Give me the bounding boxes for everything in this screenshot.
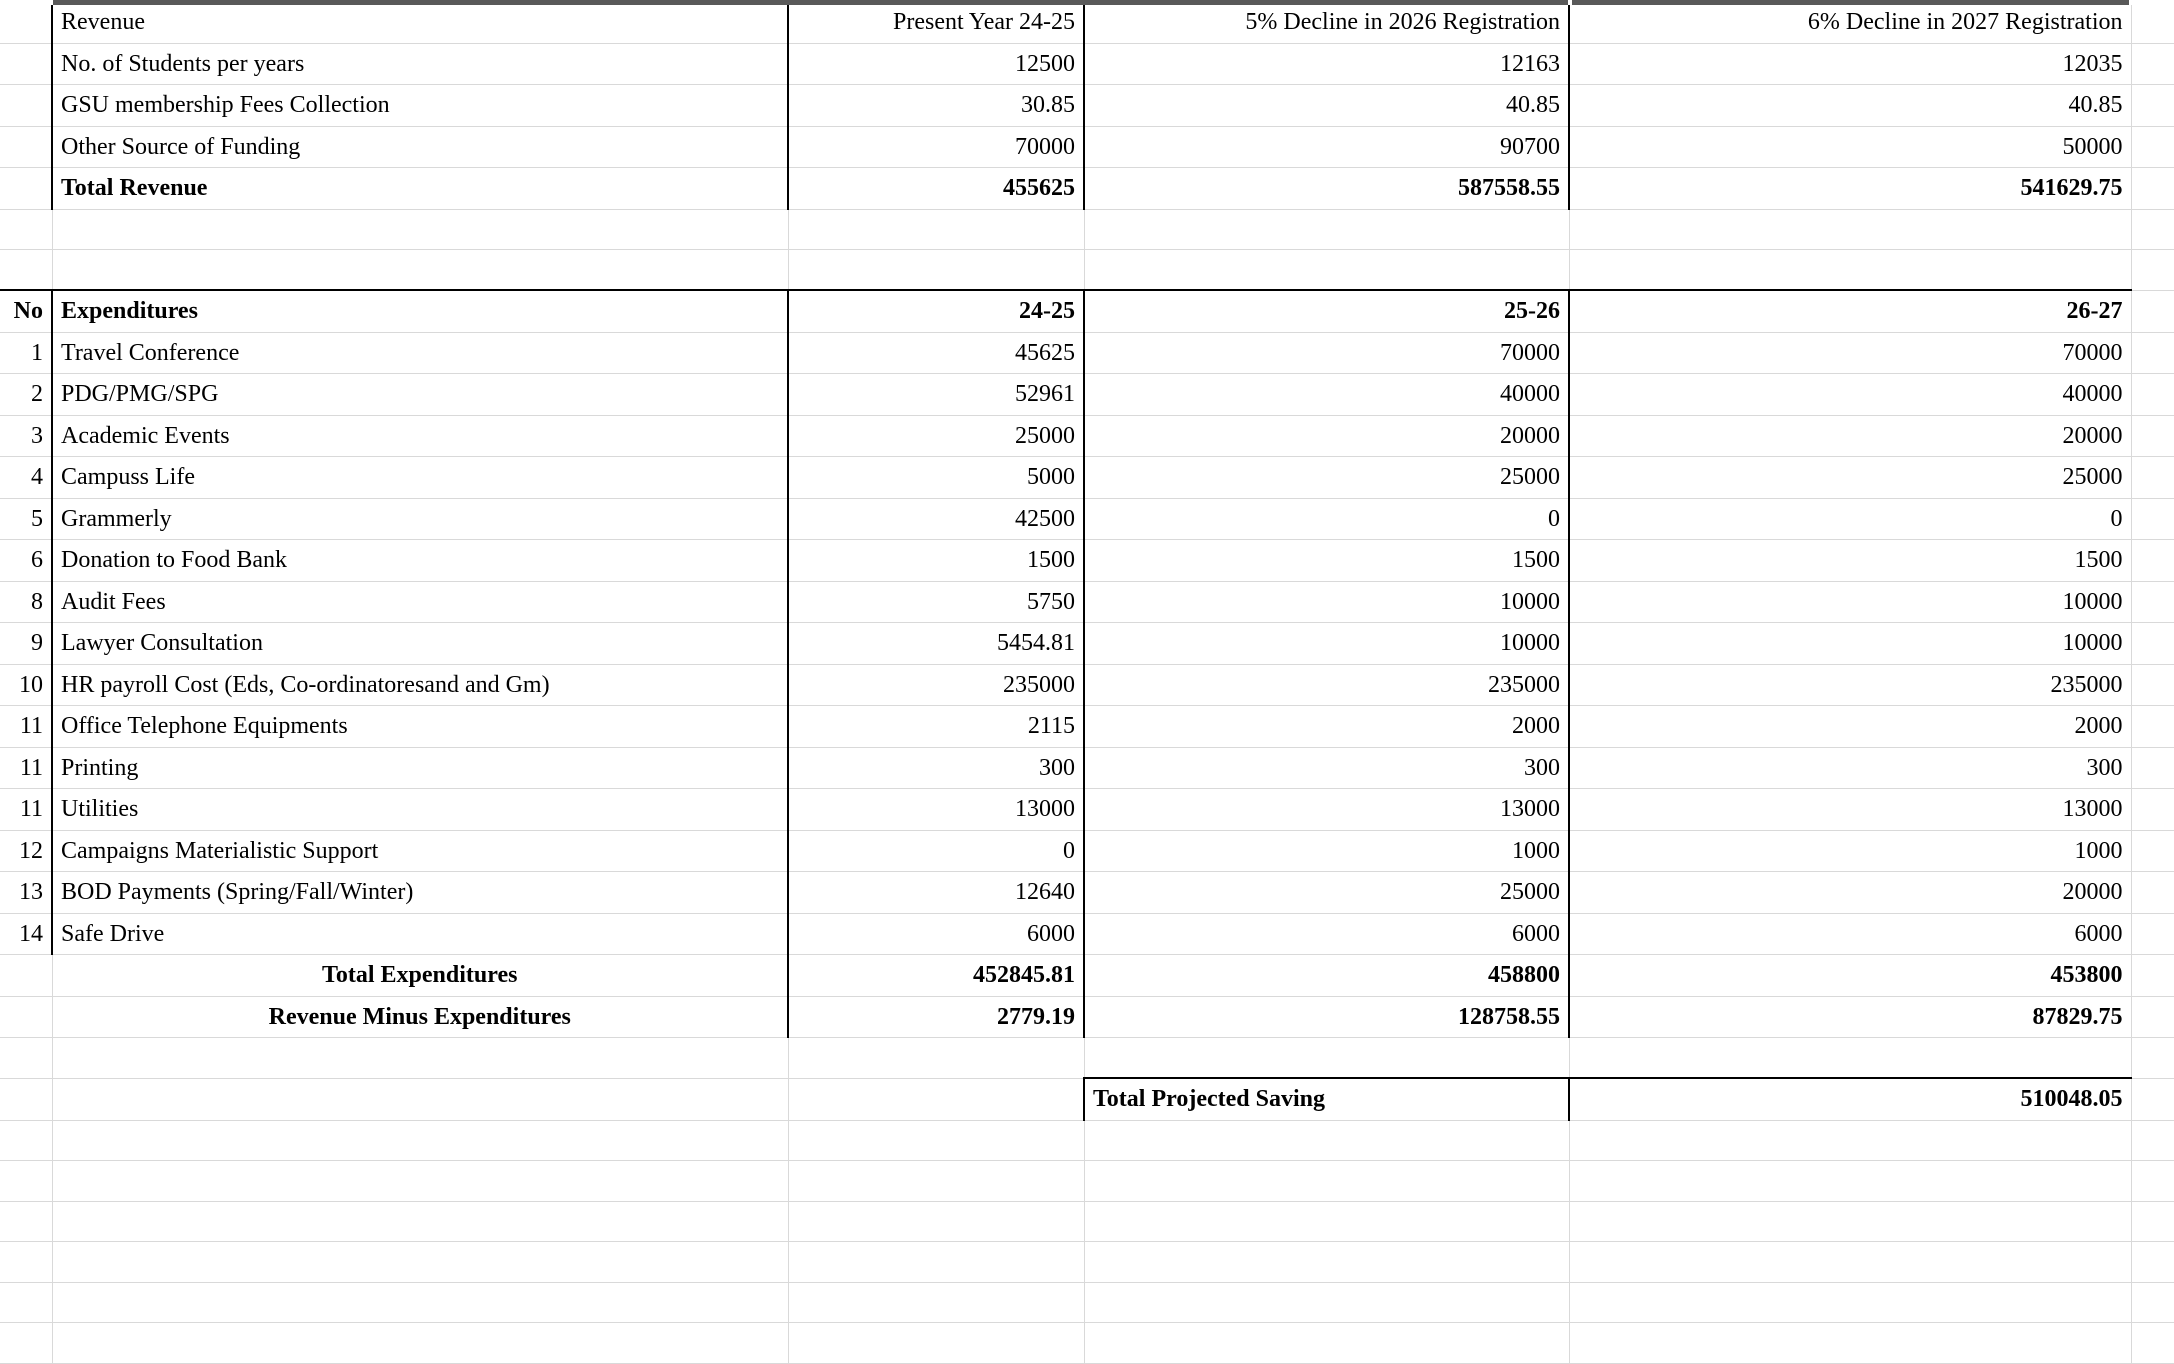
expenditure-no: 6	[0, 540, 52, 582]
expenditure-value-y1: 6000	[788, 913, 1084, 955]
empty-cell	[1569, 250, 2131, 291]
divider-gap-right	[2129, 0, 2174, 5]
total-revenue-y2: 587558.55	[1084, 168, 1569, 210]
expenditure-value-y3: 1000	[1569, 830, 2131, 872]
table-row	[0, 664, 2174, 706]
expenditure-value-y3: 300	[1569, 747, 2131, 789]
expenditure-label: Safe Drive	[52, 913, 788, 955]
row-tail	[2131, 913, 2174, 955]
spacer-row	[0, 1282, 2174, 1323]
empty-cell	[2131, 209, 2174, 250]
row-gutter	[0, 126, 52, 168]
expenditure-value-y3: 20000	[1569, 872, 2131, 914]
net-label: Revenue Minus Expenditures	[52, 996, 788, 1038]
empty-cell	[0, 1161, 52, 1202]
expenditure-no: 11	[0, 706, 52, 748]
table-row	[0, 913, 2174, 955]
revenue-row-label: GSU membership Fees Collection	[52, 85, 788, 127]
empty-cell	[1084, 1038, 1569, 1079]
empty-cell	[788, 250, 1084, 291]
spacer-row	[0, 1201, 2174, 1242]
total-expenditures-row	[0, 955, 2174, 997]
expenditure-value-y3: 235000	[1569, 664, 2131, 706]
empty-cell	[788, 209, 1084, 250]
empty-cell	[1084, 1242, 1569, 1283]
expenditure-value-y1: 5750	[788, 581, 1084, 623]
expenditure-value-y3: 2000	[1569, 706, 2131, 748]
frozen-pane-divider	[0, 0, 2174, 5]
revenue-row-value-y2: 90700	[1084, 126, 1569, 168]
empty-cell	[2131, 250, 2174, 291]
expenditure-label: Printing	[52, 747, 788, 789]
empty-cell	[0, 1323, 52, 1364]
empty-cell	[2131, 1242, 2174, 1283]
empty-cell	[52, 1038, 788, 1079]
total-expenditures-y1: 452845.81	[788, 955, 1084, 997]
expenditure-value-y1: 13000	[788, 789, 1084, 831]
expenditure-value-y1: 1500	[788, 540, 1084, 582]
empty-cell	[1084, 1323, 1569, 1364]
expenditure-value-y1: 45625	[788, 332, 1084, 374]
row-tail	[2131, 290, 2174, 332]
row-tail	[2131, 996, 2174, 1038]
table-row	[0, 747, 2174, 789]
row-tail	[2131, 664, 2174, 706]
row-tail	[2131, 168, 2174, 210]
expenditure-value-y1: 300	[788, 747, 1084, 789]
row-tail	[2131, 581, 2174, 623]
empty-cell	[52, 250, 788, 291]
empty-cell	[788, 1242, 1084, 1283]
revenue-header-row	[0, 1, 2174, 43]
revenue-row-value-y2: 40.85	[1084, 85, 1569, 127]
table-row	[0, 43, 2174, 85]
expenditure-value-y3: 1500	[1569, 540, 2131, 582]
row-tail	[2131, 955, 2174, 997]
table-row	[0, 498, 2174, 540]
expenditure-value-y3: 20000	[1569, 415, 2131, 457]
empty-cell	[1569, 1038, 2131, 1079]
empty-cell	[788, 1282, 1084, 1323]
expenditure-label: BOD Payments (Spring/Fall/Winter)	[52, 872, 788, 914]
row-tail	[2131, 747, 2174, 789]
spacer-row	[0, 1038, 2174, 1079]
table-row	[0, 872, 2174, 914]
table-row	[0, 415, 2174, 457]
spacer-row	[0, 209, 2174, 250]
expenditure-label: Office Telephone Equipments	[52, 706, 788, 748]
empty-cell	[52, 1078, 788, 1120]
expenditure-label: Donation to Food Bank	[52, 540, 788, 582]
row-gutter	[0, 955, 52, 997]
spacer-row	[0, 1242, 2174, 1283]
net-y2: 128758.55	[1084, 996, 1569, 1038]
table-row	[0, 85, 2174, 127]
spacer-row	[0, 250, 2174, 291]
expenditure-no: 11	[0, 789, 52, 831]
empty-cell	[2131, 1323, 2174, 1364]
expenditure-value-y3: 0	[1569, 498, 2131, 540]
row-tail	[2131, 457, 2174, 499]
spacer-row	[0, 1323, 2174, 1364]
expenditure-no: 4	[0, 457, 52, 499]
expenditure-value-y1: 2115	[788, 706, 1084, 748]
empty-cell	[1569, 1120, 2131, 1161]
row-tail	[2131, 872, 2174, 914]
total-expenditures-label: Total Expenditures	[52, 955, 788, 997]
row-tail	[2131, 374, 2174, 416]
revenue-row-value-y3: 12035	[1569, 43, 2131, 85]
expenditures-no-header: No	[0, 290, 52, 332]
row-tail	[2131, 623, 2174, 665]
expenditure-label: Travel Conference	[52, 332, 788, 374]
expenditure-value-y2: 25000	[1084, 457, 1569, 499]
expenditure-value-y2: 1000	[1084, 830, 1569, 872]
expenditure-label: Utilities	[52, 789, 788, 831]
expenditures-col-header-1: 24-25	[788, 290, 1084, 332]
row-tail	[2131, 332, 2174, 374]
expenditures-col-header-3: 26-27	[1569, 290, 2131, 332]
total-revenue-y1: 455625	[788, 168, 1084, 210]
empty-cell	[1569, 1323, 2131, 1364]
empty-cell	[1084, 250, 1569, 291]
expenditure-no: 2	[0, 374, 52, 416]
expenditure-value-y2: 13000	[1084, 789, 1569, 831]
expenditure-label: Campuss Life	[52, 457, 788, 499]
divider-gap-mid	[1568, 0, 1572, 5]
empty-cell	[2131, 1201, 2174, 1242]
empty-cell	[788, 1161, 1084, 1202]
revenue-row-value-y1: 12500	[788, 43, 1084, 85]
empty-cell	[1569, 209, 2131, 250]
expenditures-col-header-2: 25-26	[1084, 290, 1569, 332]
empty-cell	[1569, 1242, 2131, 1283]
revenue-col-header-1: Present Year 24-25	[788, 1, 1084, 43]
expenditure-label: Audit Fees	[52, 581, 788, 623]
expenditure-value-y3: 25000	[1569, 457, 2131, 499]
empty-cell	[1084, 1161, 1569, 1202]
spacer-row	[0, 1120, 2174, 1161]
expenditure-value-y2: 10000	[1084, 623, 1569, 665]
empty-cell	[2131, 1161, 2174, 1202]
expenditure-value-y3: 10000	[1569, 623, 2131, 665]
empty-cell	[52, 1282, 788, 1323]
expenditures-section-label: Expenditures	[52, 290, 788, 332]
row-tail	[2131, 789, 2174, 831]
expenditure-value-y3: 70000	[1569, 332, 2131, 374]
empty-cell	[52, 1323, 788, 1364]
empty-cell	[788, 1038, 1084, 1079]
total-revenue-row	[0, 168, 2174, 210]
expenditure-label: Grammerly	[52, 498, 788, 540]
empty-cell	[1084, 1120, 1569, 1161]
empty-cell	[0, 1201, 52, 1242]
expenditure-value-y1: 25000	[788, 415, 1084, 457]
revenue-row-value-y2: 12163	[1084, 43, 1569, 85]
expenditure-label: Lawyer Consultation	[52, 623, 788, 665]
total-revenue-y3: 541629.75	[1569, 168, 2131, 210]
expenditure-value-y1: 5454.81	[788, 623, 1084, 665]
expenditure-label: Campaigns Materialistic Support	[52, 830, 788, 872]
total-expenditures-y2: 458800	[1084, 955, 1569, 997]
empty-cell	[52, 1161, 788, 1202]
table-row	[0, 789, 2174, 831]
net-y3: 87829.75	[1569, 996, 2131, 1038]
row-gutter	[0, 43, 52, 85]
empty-cell	[0, 1120, 52, 1161]
expenditure-value-y2: 25000	[1084, 872, 1569, 914]
empty-cell	[52, 209, 788, 250]
empty-cell	[0, 209, 52, 250]
net-row	[0, 996, 2174, 1038]
row-tail	[2131, 43, 2174, 85]
expenditure-value-y1: 12640	[788, 872, 1084, 914]
revenue-section-label: Revenue	[52, 1, 788, 43]
empty-cell	[0, 1078, 52, 1120]
revenue-row-label: Other Source of Funding	[52, 126, 788, 168]
expenditure-value-y2: 235000	[1084, 664, 1569, 706]
expenditure-value-y2: 20000	[1084, 415, 1569, 457]
row-tail	[2131, 126, 2174, 168]
revenue-col-header-3: 6% Decline in 2027 Registration	[1569, 1, 2131, 43]
net-y1: 2779.19	[788, 996, 1084, 1038]
row-gutter	[0, 1, 52, 43]
table-row	[0, 581, 2174, 623]
total-projected-saving-row	[0, 1078, 2174, 1120]
expenditure-no: 14	[0, 913, 52, 955]
empty-cell	[0, 1242, 52, 1283]
revenue-row-value-y1: 30.85	[788, 85, 1084, 127]
expenditure-value-y2: 2000	[1084, 706, 1569, 748]
empty-cell	[788, 1323, 1084, 1364]
empty-cell	[1084, 209, 1569, 250]
expenditure-value-y2: 300	[1084, 747, 1569, 789]
table-row	[0, 126, 2174, 168]
expenditure-value-y1: 52961	[788, 374, 1084, 416]
expenditure-value-y3: 6000	[1569, 913, 2131, 955]
empty-cell	[1569, 1282, 2131, 1323]
expenditure-value-y2: 6000	[1084, 913, 1569, 955]
empty-cell	[1569, 1201, 2131, 1242]
expenditure-no: 5	[0, 498, 52, 540]
row-tail	[2131, 498, 2174, 540]
row-tail	[2131, 830, 2174, 872]
spacer-row	[0, 1161, 2174, 1202]
expenditure-no: 11	[0, 747, 52, 789]
empty-cell	[1084, 1282, 1569, 1323]
total-expenditures-y3: 453800	[1569, 955, 2131, 997]
divider-gap-left	[0, 0, 53, 5]
expenditure-no: 10	[0, 664, 52, 706]
row-tail	[2131, 1078, 2174, 1120]
row-tail	[2131, 1, 2174, 43]
revenue-row-value-y3: 40.85	[1569, 85, 2131, 127]
expenditure-no: 3	[0, 415, 52, 457]
empty-cell	[788, 1201, 1084, 1242]
empty-cell	[788, 1078, 1084, 1120]
revenue-col-header-2: 5% Decline in 2026 Registration	[1084, 1, 1569, 43]
revenue-row-value-y3: 50000	[1569, 126, 2131, 168]
expenditure-value-y2: 40000	[1084, 374, 1569, 416]
row-tail	[2131, 85, 2174, 127]
expenditure-label: Academic Events	[52, 415, 788, 457]
expenditure-value-y3: 10000	[1569, 581, 2131, 623]
revenue-row-label: No. of Students per years	[52, 43, 788, 85]
table-row	[0, 457, 2174, 499]
row-tail	[2131, 706, 2174, 748]
empty-cell	[0, 1282, 52, 1323]
total-projected-saving-label: Total Projected Saving	[1084, 1078, 1569, 1120]
expenditure-value-y2: 1500	[1084, 540, 1569, 582]
expenditure-value-y1: 5000	[788, 457, 1084, 499]
row-tail	[2131, 540, 2174, 582]
empty-cell	[52, 1201, 788, 1242]
row-gutter	[0, 85, 52, 127]
expenditure-no: 8	[0, 581, 52, 623]
table-row	[0, 830, 2174, 872]
expenditure-value-y1: 0	[788, 830, 1084, 872]
empty-cell	[0, 250, 52, 291]
expenditure-no: 13	[0, 872, 52, 914]
table-row	[0, 540, 2174, 582]
empty-cell	[2131, 1038, 2174, 1079]
expenditure-value-y3: 40000	[1569, 374, 2131, 416]
empty-cell	[52, 1242, 788, 1283]
table-row	[0, 706, 2174, 748]
total-projected-saving-value: 510048.05	[1569, 1078, 2131, 1120]
table-row	[0, 374, 2174, 416]
revenue-row-value-y1: 70000	[788, 126, 1084, 168]
table-row	[0, 623, 2174, 665]
expenditure-value-y2: 70000	[1084, 332, 1569, 374]
empty-cell	[0, 1038, 52, 1079]
expenditures-header-row	[0, 290, 2174, 332]
empty-cell	[1084, 1201, 1569, 1242]
empty-cell	[2131, 1282, 2174, 1323]
table-row	[0, 332, 2174, 374]
empty-cell	[2131, 1120, 2174, 1161]
expenditure-label: PDG/PMG/SPG	[52, 374, 788, 416]
empty-cell	[52, 1120, 788, 1161]
expenditure-value-y3: 13000	[1569, 789, 2131, 831]
empty-cell	[1569, 1161, 2131, 1202]
expenditure-value-y2: 10000	[1084, 581, 1569, 623]
expenditure-no: 1	[0, 332, 52, 374]
row-tail	[2131, 415, 2174, 457]
expenditure-value-y1: 42500	[788, 498, 1084, 540]
expenditure-no: 9	[0, 623, 52, 665]
row-gutter	[0, 168, 52, 210]
expenditure-value-y2: 0	[1084, 498, 1569, 540]
expenditure-label: HR payroll Cost (Eds, Co-ordinatoresand and Gm)	[52, 664, 788, 706]
total-revenue-label: Total Revenue	[52, 168, 788, 210]
expenditure-no: 12	[0, 830, 52, 872]
row-gutter	[0, 996, 52, 1038]
expenditure-value-y1: 235000	[788, 664, 1084, 706]
empty-cell	[788, 1120, 1084, 1161]
